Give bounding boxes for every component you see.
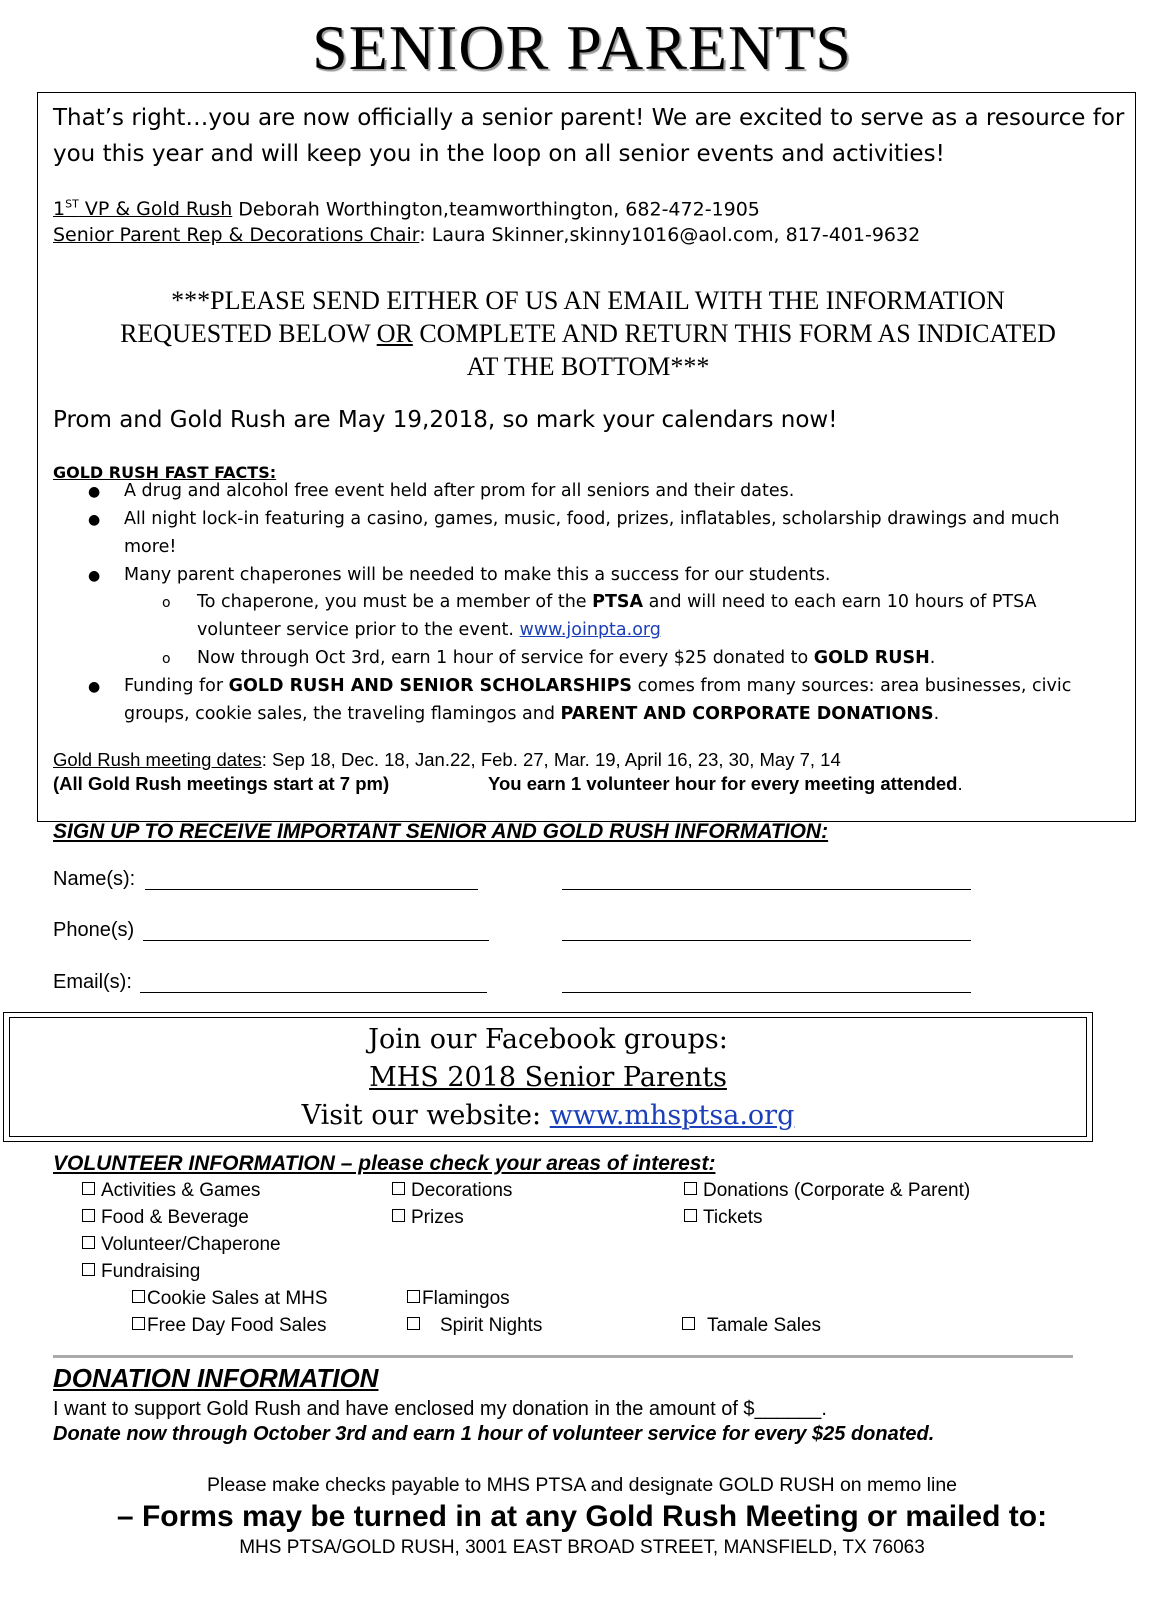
checkbox-prizes[interactable]: Prizes bbox=[392, 1206, 464, 1230]
facebook-heading: Join our Facebook groups: bbox=[368, 1024, 728, 1055]
contact-role: 1ST VP & Gold Rush bbox=[53, 198, 233, 221]
website-link[interactable]: www.mhsptsa.org bbox=[549, 1100, 795, 1131]
checkbox-fundraising[interactable]: Fundraising bbox=[82, 1260, 200, 1284]
checkbox-donations[interactable]: Donations (Corporate & Parent) bbox=[684, 1179, 970, 1203]
donation-deadline: Donate now through October 3rd and earn 1 hour of volunteer service for every $25 donated. bbox=[53, 1423, 935, 1445]
fact-subitem-continued: volunteer service prior to the event. www.joinpta.org bbox=[197, 620, 661, 640]
fact-item-continued: groups, cookie sales, the traveling flamingos and PARENT AND CORPORATE DONATIONS. bbox=[124, 704, 940, 724]
meeting-dates: Gold Rush meeting dates: Sep 18, Dec. 18, Jan.22, Feb. 27, Mar. 19, April 16, 23, 30, May 7, 14 bbox=[53, 749, 841, 770]
fact-item: Funding for GOLD RUSH AND SENIOR SCHOLARSHIPS comes from many sources: area businesses, civic bbox=[124, 676, 1072, 696]
fact-subitem: Now through Oct 3rd, earn 1 hour of service for every $25 donated to GOLD RUSH. bbox=[197, 648, 936, 668]
fact-item: A drug and alcohol free event held after prom for all seniors and their dates. bbox=[124, 481, 795, 501]
checkbox-icon bbox=[82, 1209, 95, 1222]
name-field-1[interactable] bbox=[145, 889, 478, 890]
signup-heading: SIGN UP TO RECEIVE IMPORTANT SENIOR AND GOLD RUSH INFORMATION: bbox=[53, 820, 829, 843]
checkbox-free-day[interactable]: Free Day Food Sales bbox=[132, 1314, 327, 1338]
checkbox-icon bbox=[82, 1182, 95, 1195]
section-divider bbox=[53, 1355, 1073, 1358]
checkbox-icon bbox=[132, 1290, 145, 1303]
donation-amount-line: I want to support Gold Rush and have enclosed my donation in the amount of $______. bbox=[53, 1398, 827, 1420]
prom-date-notice: Prom and Gold Rush are May 19,2018, so mark your calendars now! bbox=[53, 407, 838, 433]
contact-role: Senior Parent Rep & Decorations Chair bbox=[53, 224, 420, 246]
bullet-icon: ● bbox=[88, 484, 101, 500]
bullet-icon: ● bbox=[88, 568, 101, 584]
intro-paragraph: That’s right…you are now officially a senior parent! We are excited to serve as a resource for you this year and will keep you in the loop on all senior events and activities! bbox=[53, 105, 1125, 167]
checkbox-chaperone[interactable]: Volunteer/Chaperone bbox=[82, 1233, 281, 1257]
checkbox-tickets[interactable]: Tickets bbox=[684, 1206, 762, 1230]
bullet-icon: ● bbox=[88, 679, 101, 695]
email-label: Email(s): bbox=[53, 971, 132, 993]
request-notice: ***PLEASE SEND EITHER OF US AN EMAIL WITH THE INFORMATION REQUESTED BELOW OR COMPLETE AND RETURN THIS FORM AS INDICATED AT THE BOTTOM*** bbox=[120, 286, 1056, 381]
checkbox-activities[interactable]: Activities & Games bbox=[82, 1179, 260, 1203]
contact-details: : Laura Skinner,skinny1016@aol.com, 817-401-9632 bbox=[419, 224, 921, 246]
checkbox-food[interactable]: Food & Beverage bbox=[82, 1206, 249, 1230]
mailing-address: MHS PTSA/GOLD RUSH, 3001 EAST BROAD STREET, MANSFIELD, TX 76063 bbox=[239, 1537, 925, 1558]
phone-label: Phone(s) bbox=[53, 919, 135, 941]
donation-amount-field[interactable]: ______ bbox=[754, 1398, 822, 1420]
joinpta-link[interactable]: www.joinpta.org bbox=[519, 620, 661, 640]
checks-payable-note: Please make checks payable to MHS PTSA and designate GOLD RUSH on memo line bbox=[206, 1474, 958, 1496]
meeting-start-time: (All Gold Rush meetings start at 7 pm) bbox=[53, 773, 390, 794]
checkbox-icon bbox=[392, 1209, 405, 1222]
checkbox-cookie-sales[interactable]: Cookie Sales at MHS bbox=[132, 1287, 328, 1311]
name-label: Name(s): bbox=[53, 868, 136, 890]
checkbox-icon bbox=[392, 1182, 405, 1195]
checkbox-icon bbox=[684, 1182, 697, 1195]
fact-subitem: To chaperone, you must be a member of the PTSA and will need to each earn 10 hours of PTSA bbox=[197, 592, 1037, 612]
checkbox-icon bbox=[132, 1317, 145, 1330]
sub-bullet-icon: o bbox=[162, 595, 171, 611]
fact-item: Many parent chaperones will be needed to make this a success for our students. bbox=[124, 565, 831, 585]
sub-bullet-icon: o bbox=[162, 651, 171, 667]
checkbox-icon bbox=[684, 1209, 697, 1222]
checkbox-tamale-sales[interactable]: Tamale Sales bbox=[682, 1314, 821, 1338]
fact-item: All night lock-in featuring a casino, games, music, food, prizes, inflatables, scholarship drawings and much bbox=[124, 509, 1060, 529]
checkbox-icon bbox=[407, 1317, 420, 1330]
website-line: Visit our website: www.mhsptsa.org bbox=[301, 1100, 795, 1131]
checkbox-decorations[interactable]: Decorations bbox=[392, 1179, 512, 1203]
email-field-1[interactable] bbox=[140, 992, 487, 993]
facebook-group: MHS 2018 Senior Parents bbox=[369, 1062, 727, 1093]
checkbox-icon bbox=[682, 1317, 695, 1330]
contact-details: Deborah Worthington,teamworthington, 682-472-1905 bbox=[232, 198, 760, 221]
fast-facts-heading: GOLD RUSH FAST FACTS: bbox=[53, 463, 277, 482]
fact-item-continued: more! bbox=[124, 537, 177, 557]
page-title: SENIOR PARENTS bbox=[312, 12, 852, 83]
name-field-2[interactable] bbox=[562, 889, 971, 890]
checkbox-icon bbox=[407, 1290, 420, 1303]
checkbox-flamingos[interactable]: Flamingos bbox=[407, 1287, 510, 1311]
volunteer-heading: VOLUNTEER INFORMATION – please check your areas of interest: bbox=[53, 1152, 716, 1175]
checkbox-spirit-nights[interactable]: Spirit Nights bbox=[407, 1314, 542, 1338]
forms-return-note: – Forms may be turned in at any Gold Rush Meeting or mailed to: bbox=[116, 1500, 1048, 1533]
meeting-volunteer-hour: You earn 1 volunteer hour for every meeting attended. bbox=[488, 773, 963, 794]
donation-heading: DONATION INFORMATION bbox=[53, 1363, 379, 1393]
phone-field-2[interactable] bbox=[562, 940, 971, 941]
checkbox-icon bbox=[82, 1263, 95, 1276]
contact-senior-rep bbox=[53, 220, 920, 250]
email-field-2[interactable] bbox=[562, 992, 971, 993]
bullet-icon: ● bbox=[88, 512, 101, 528]
phone-field-1[interactable] bbox=[143, 940, 489, 941]
checkbox-icon bbox=[82, 1236, 95, 1249]
